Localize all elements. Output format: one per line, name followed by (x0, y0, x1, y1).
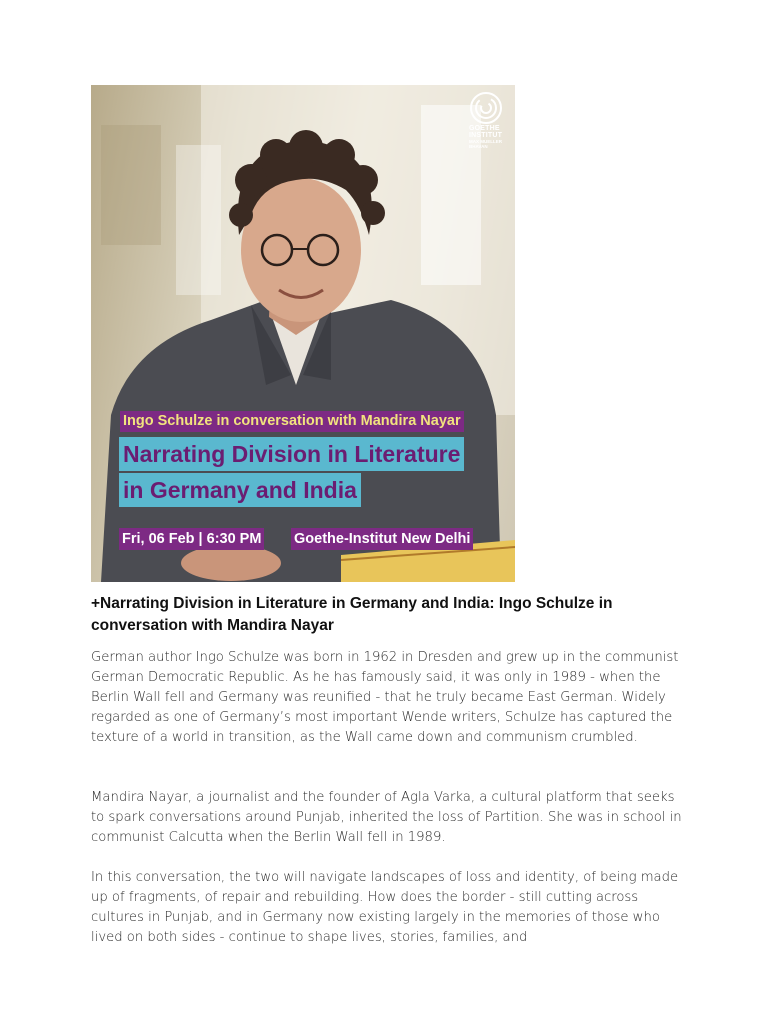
article-paragraph: Mandira Nayar, a journalist and the founder of Agla Varka, a cultural platform that seeks to spark conversations around Punjab, inherited the loss of Partition. She was in school in communist Calcutta when the Berlin Wall fell in 1989. (91, 790, 682, 845)
article-paragraph: In this conversation, the two will navigate landscapes of loss and identity, of being made up of fragments, of repair and rebuilding. How does the border - still cutting across cultures in Punjab, and in Germany now existing largely in the memories of those who lived on both sides - continue to shape lives, stories, families, and (91, 870, 679, 945)
poster-title-line-1: Narrating Division in Literature (119, 437, 464, 471)
logo-line-bhavan: BHAVAN (469, 144, 488, 149)
article-paragraph: German author Ingo Schulze was born in 1962 in Dresden and grew up in the communist German Democratic Republic. As he has famously said, it was only in 1989 - when the Berlin Wall fell and Germany was reunified - that he truly became East German. Widely regarded as one of Germany’s most important Wende writers, Schulze has captured the texture of a world in transition, as the Wall came down and communism crumbled. (91, 650, 679, 745)
logo-line-institut: INSTITUT (469, 132, 503, 139)
logo-line-goethe: GOETHE (469, 125, 500, 132)
logo-line-max-mueller: MAX MUELLER (469, 139, 502, 144)
author-photo (91, 85, 515, 582)
goethe-logo-icon (469, 91, 503, 125)
article-headline: +Narrating Division in Literature in Germany and India: Ingo Schulze in conversation with Mandira Nayar (91, 595, 613, 634)
poster-subtitle: Ingo Schulze in conversation with Mandira Nayar (120, 411, 464, 432)
poster-title-line-2: in Germany and India (119, 473, 361, 507)
goethe-institut-logo (469, 91, 507, 149)
event-poster (91, 85, 515, 582)
event-date: Fri, 06 Feb | 6:30 PM (119, 528, 264, 550)
event-venue: Goethe-Institut New Delhi (291, 528, 473, 550)
